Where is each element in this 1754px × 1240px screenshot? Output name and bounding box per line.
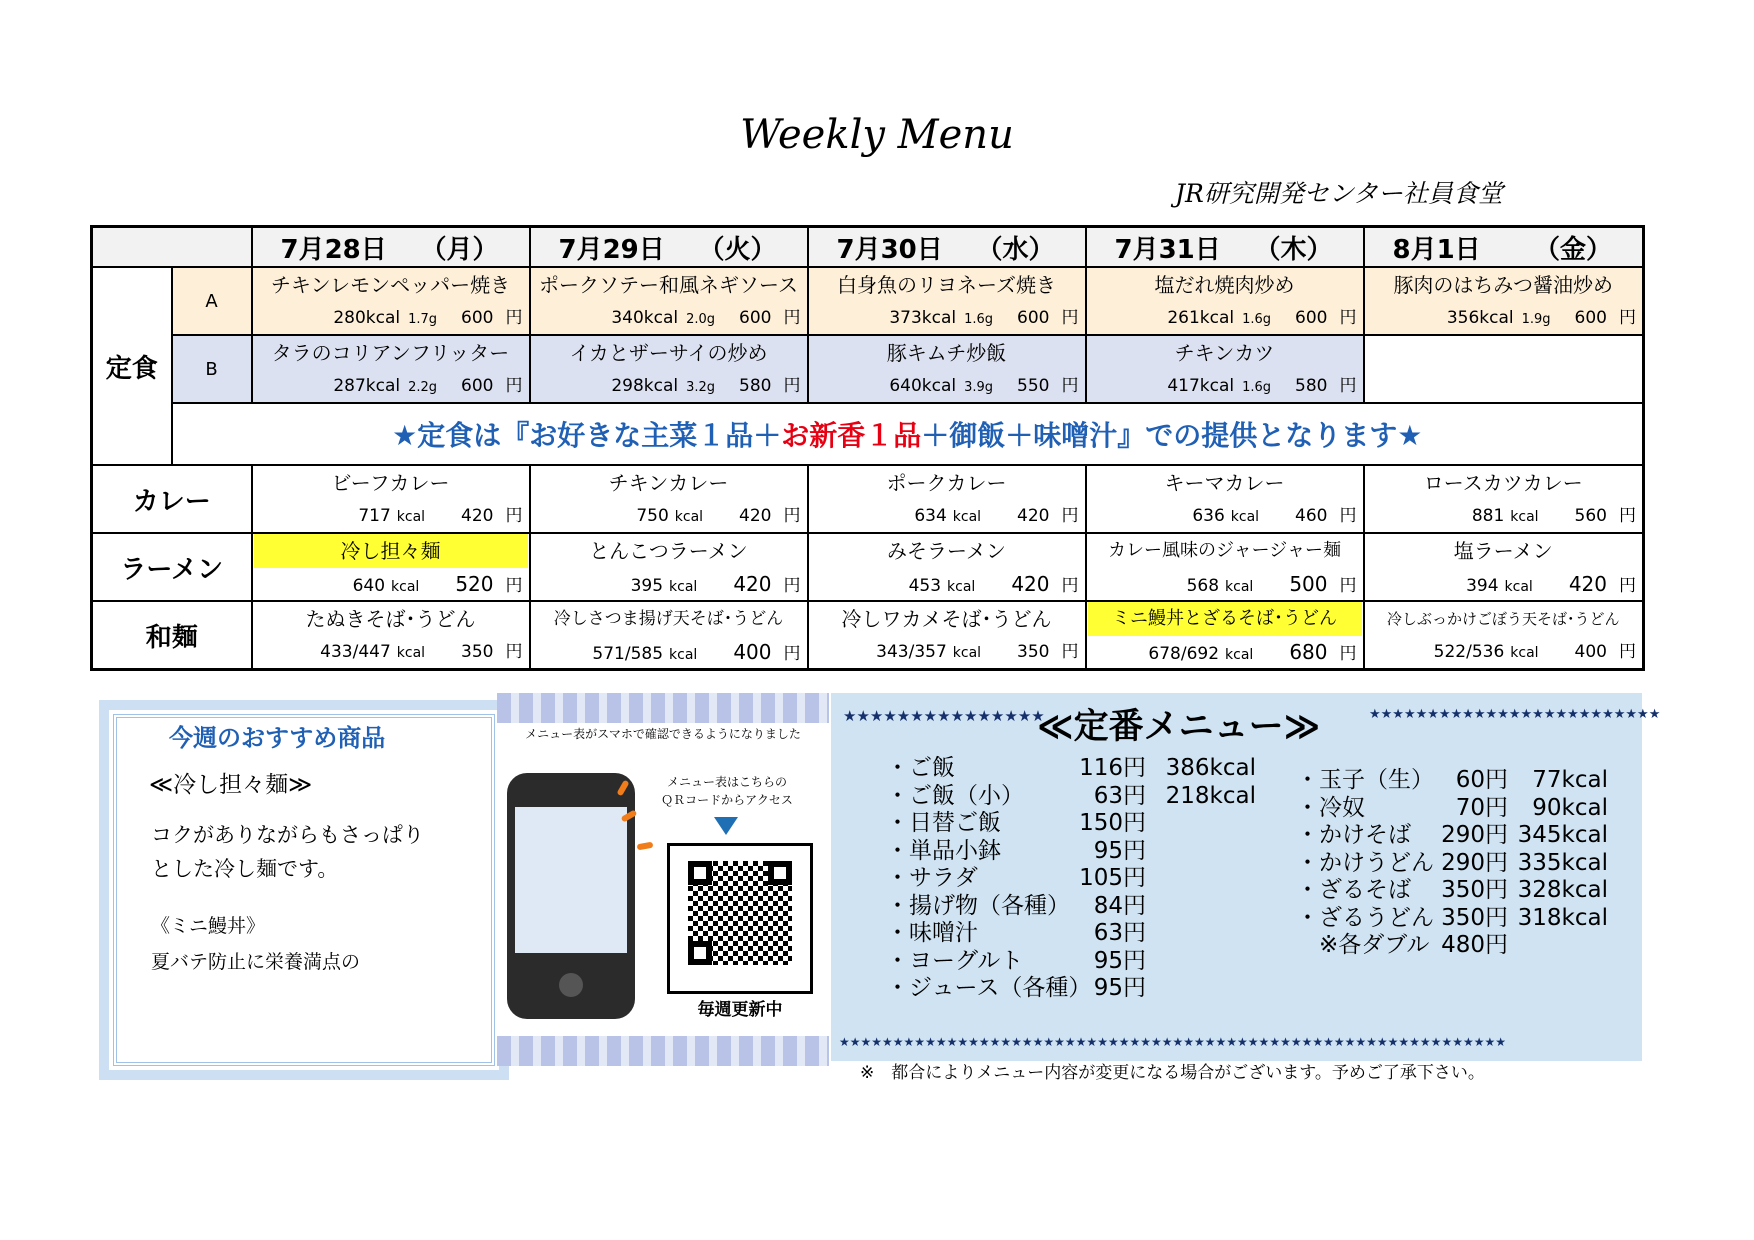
menu-cell: ポークカレー 634 kcal 420 円 xyxy=(808,465,1086,533)
recommendation-dish: ≪冷し担々麺≫ xyxy=(149,772,313,798)
menu-cell: チキンレモンペッパー焼き 280kcal 1.7g 600 円 xyxy=(252,267,530,335)
menu-cell: 豚肉のはちみつ醤油炒め 356kcal 1.9g 600 円 xyxy=(1364,267,1644,335)
list-item: ・ご飯 116円 386kcal xyxy=(886,755,1256,781)
menu-cell: ビーフカレー 717 kcal 420 円 xyxy=(252,465,530,533)
list-item: ・日替ご飯 150円 xyxy=(886,810,1146,836)
list-item: ※各ダブル 480円 xyxy=(1296,932,1508,958)
day-header: 8月1日 （金） xyxy=(1364,227,1644,268)
list-item: ・ご飯（小） 63円 218kcal xyxy=(886,782,1256,809)
set-a-label: A xyxy=(172,267,252,335)
list-item: ・冷奴 70円 90kcal xyxy=(1296,794,1608,821)
star-decoration: ★★★★★★★★★★★★★★★★★★★★★★★★★ xyxy=(1369,707,1661,722)
decorative-border xyxy=(497,693,829,723)
menu-cell: 冷しさつま揚げ天そば･うどん 571/585 kcal 400 円 xyxy=(530,601,808,670)
standard-menu-title: ≪定番メニュー≫ xyxy=(1037,707,1321,747)
list-item: ・ヨーグルト 95円 xyxy=(886,947,1146,974)
qr-panel xyxy=(497,693,829,1066)
ramen-row xyxy=(92,533,1644,601)
menu-cell: 塩ラーメン 394 kcal 420 円 xyxy=(1364,533,1644,601)
menu-cell: カレー風味のジャージャー麺 568 kcal 500 円 xyxy=(1086,533,1364,601)
menu-cell: 冷し担々麺 640 kcal 520 円 xyxy=(252,533,530,601)
curry-row xyxy=(92,465,1644,533)
category-label-curry: カレー xyxy=(92,465,252,533)
smartphone-icon xyxy=(507,773,635,1019)
menu-cell: 豚キムチ炒飯 640kcal 3.9g 550 円 xyxy=(808,335,1086,403)
menu-cell: ポークソテー和風ネギソース 340kcal 2.0g 600 円 xyxy=(530,267,808,335)
weekly-update-label: 毎週更新中 xyxy=(697,1000,783,1020)
list-item: ・サラダ 105円 xyxy=(886,865,1146,891)
corner-cell xyxy=(92,227,252,268)
menu-cell: 冷しぶっかけごぼう天そば･うどん 522/536 kcal 400 円 xyxy=(1364,601,1644,670)
list-item: ・味噌汁 63円 xyxy=(886,920,1146,946)
recommendation-box xyxy=(99,700,509,1080)
list-item: ・かけそば 290円 345kcal xyxy=(1296,822,1608,848)
menu-cell: キーマカレー 636 kcal 460 円 xyxy=(1086,465,1364,533)
menu-cell: 白身魚のリヨネーズ焼き 373kcal 1.6g 600 円 xyxy=(808,267,1086,335)
day-header: 7月28日 （月） xyxy=(252,227,530,268)
disclaimer-text: ※ 都合によりメニュー内容が変更になる場合がございます。予めご了承下さい。 xyxy=(860,1063,1485,1083)
page-title: Weekly Menu xyxy=(740,112,1014,158)
set-meal-notice: ★定食は『お好きな主菜１品＋お新香１品＋御飯＋味噌汁』での提供となります★ xyxy=(172,403,1644,465)
qr-code-frame[interactable] xyxy=(667,843,813,994)
day-header: 7月30日 （水） xyxy=(808,227,1086,268)
category-label-teishoku: 定食 xyxy=(92,267,172,465)
set-b-label: B xyxy=(172,335,252,403)
decorative-dash xyxy=(637,842,654,851)
standard-menu-box xyxy=(831,693,1661,1061)
list-item: ・かけうどん 290円 335kcal xyxy=(1296,849,1608,876)
menu-cell: たぬきそば･うどん 433/447 kcal 350 円 xyxy=(252,601,530,670)
menu-cell: タラのコリアンフリッター 287kcal 2.2g 600 円 xyxy=(252,335,530,403)
qr-code-icon[interactable] xyxy=(688,861,792,965)
list-item: ・単品小鉢 95円 xyxy=(886,837,1146,864)
menu-cell: ミニ鰻丼とざるそば･うどん 678/692 kcal 680 円 xyxy=(1086,601,1364,670)
wamen-row xyxy=(92,601,1644,670)
qr-caption: メニュー表がスマホで確認できるようになりました xyxy=(525,727,801,741)
menu-cell: 冷しワカメそば･うどん 343/357 kcal 350 円 xyxy=(808,601,1086,670)
standard-menu-left xyxy=(886,755,1256,1003)
list-item: ・ざるそば 350円 328kcal xyxy=(1296,877,1608,903)
recommendation-subtext: 《ミニ鰻丼》 夏バテ防止に栄養満点の xyxy=(151,915,361,973)
list-item: ・ざるうどん 350円 318kcal xyxy=(1296,904,1608,931)
menu-cell: ロースカツカレー 881 kcal 560 円 xyxy=(1364,465,1644,533)
set-a-row xyxy=(92,267,1644,335)
list-item: ・玉子（生） 60円 77kcal xyxy=(1296,767,1608,793)
day-header: 7月31日 （木） xyxy=(1086,227,1364,268)
star-decoration: ★★★★★★★★★★★★★★★★★★★★★★★★★★★★★★★★★★★★★★★★★★★★★★★★★★★★★★★★★★★★★★ xyxy=(839,1035,1506,1049)
cafeteria-name: JR研究開発センター社員食堂 xyxy=(1175,179,1503,208)
menu-cell: チキンカツ 417kcal 1.6g 580 円 xyxy=(1086,335,1364,403)
standard-menu-right xyxy=(1296,767,1608,960)
recommendation-text: コクがありながらもさっぱり とした冷し麺です。 xyxy=(151,823,424,881)
menu-cell: みそラーメン 453 kcal 420 円 xyxy=(808,533,1086,601)
set-b-row xyxy=(92,335,1644,403)
menu-cell: イカとザーサイの炒め 298kcal 3.2g 580 円 xyxy=(530,335,808,403)
notice-row xyxy=(92,403,1644,465)
menu-cell: チキンカレー 750 kcal 420 円 xyxy=(530,465,808,533)
qr-note: メニュー表はこちらの ＱＲコードからアクセス xyxy=(661,775,793,807)
empty-cell xyxy=(1364,335,1644,403)
list-item: ・揚げ物（各種） 84円 xyxy=(886,892,1146,919)
list-item: ・ジュース（各種） 95円 xyxy=(886,975,1146,1001)
arrow-down-icon xyxy=(714,817,738,835)
decorative-border xyxy=(497,1036,829,1066)
category-label-wamen: 和麺 xyxy=(92,601,252,670)
menu-cell: 塩だれ焼肉炒め 261kcal 1.6g 600 円 xyxy=(1086,267,1364,335)
star-decoration: ★★★★★★★★★★★★★★★ xyxy=(843,707,1045,725)
category-label-ramen: ラーメン xyxy=(92,533,252,601)
recommendation-title: 今週のおすすめ商品 xyxy=(169,724,386,752)
day-header: 7月29日 （火） xyxy=(530,227,808,268)
weekly-menu-table xyxy=(90,225,1645,671)
menu-cell: とんこつラーメン 395 kcal 420 円 xyxy=(530,533,808,601)
date-header-row xyxy=(92,227,1644,268)
